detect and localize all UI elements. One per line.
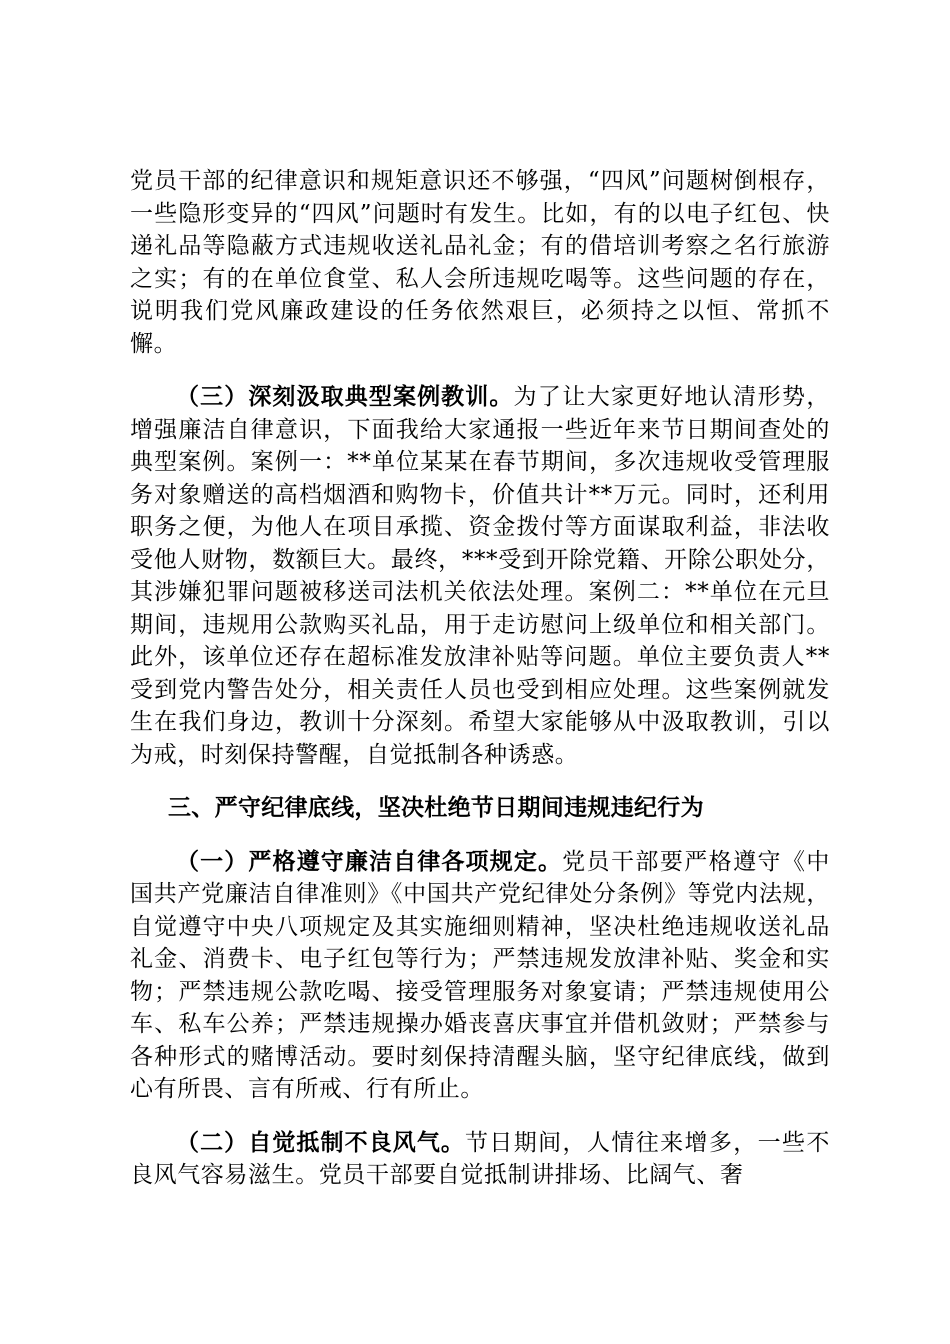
subheading-bad-customs: （二）自觉抵制不良风气。 (176, 1129, 466, 1156)
paragraph-integrity-rules (130, 846, 830, 1106)
subheading-integrity-rules: （一）严格遵守廉洁自律各项规定。 (176, 848, 563, 875)
paragraph-bad-customs (130, 1127, 830, 1192)
paragraph-text: 节日期间，人情往来增多，一些不良风气容易滋生。党员干部要自觉抵制讲排场、比阔气、奢 (130, 1129, 830, 1188)
subheading-typical-cases: （三）深刻汲取典型案例教训。 (176, 384, 514, 410)
paragraph-four-winds (130, 165, 830, 360)
paragraph-text: 党员干部的纪律意识和规矩意识还不够强，“四风”问题树倒根存，一些隐形变异的“四风”问题时有发生。比如，有的以电子红包、快递礼品等隐蔽方式违规收送礼品礼金；有的借培训考察之名行旅游之实；有的在单位食堂、私人会所违规吃喝等。这些问题的存在，说明我们党风廉政建设的任务依然艰巨，必须持之以恒、常抓不懈。 (130, 168, 830, 357)
paragraph-typical-cases (130, 381, 830, 771)
paragraph-text: 为了让大家更好地认清形势，增强廉洁自律意识，下面我给大家通报一些近年来节日期间查处的典型案例。案例一：**单位某某在春节期间，多次违规收受管理服务对象赠送的高档烟酒和购物卡，价值共计**万元。同时，还利用职务之便，为他人在项目承揽、资金拨付等方面谋取利益，非法收受他人财物，数额巨大。最终，***受到开除党籍、开除公职处分，其涉嫌犯罪问题被移送司法机关依法处理。案例二：**单位在元旦期间，违规用公款购买礼品，用于走访慰问上级单位和相关部门。此外，该单位还存在超标准发放津补贴等问题。单位主要负责人**受到党内警告处分，相关责任人员也受到相应处理。这些案例就发生在我们身边，教训十分深刻。希望大家能够从中汲取教训，引以为戒，时刻保持警醒，自觉抵制各种诱惑。 (130, 384, 830, 768)
document-page (130, 165, 830, 1192)
section-heading-three: 三、严守纪律底线，坚决杜绝节日期间违规违纪行为 (168, 795, 704, 821)
paragraph-text: 党员干部要严格遵守《中国共产党廉洁自律准则》《中国共产党纪律处分条例》等党内法规，自觉遵守中央八项规定及其实施细则精神，坚决杜绝违规收送礼品礼金、消费卡、电子红包等行为；严禁违规发放津补贴、奖金和实物；严禁违规公款吃喝、接受管理服务对象宴请；严禁违规使用公车、私车公养；严禁违规操办婚丧喜庆事宜并借机敛财；严禁参与各种形式的赌博活动。要时刻保持清醒头脑，坚守纪律底线，做到心有所畏、言有所戒、行有所止。 (130, 848, 830, 1102)
